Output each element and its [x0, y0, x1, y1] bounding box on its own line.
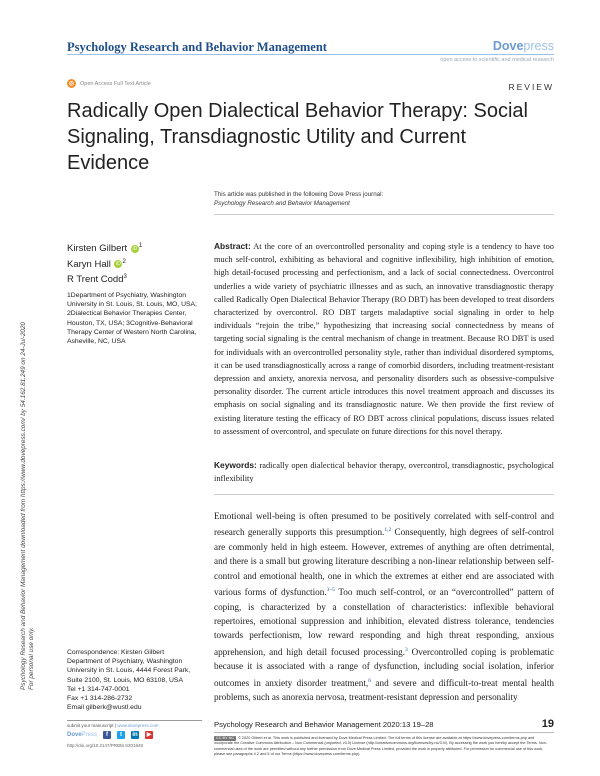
doi-link[interactable]: http://doi.org/10.2147/PRBM.S201848	[67, 743, 144, 748]
submit-link[interactable]: www.dovepress.com	[117, 723, 159, 728]
mini-logo-dove: Dove	[67, 732, 82, 738]
abstract-label: Abstract:	[214, 241, 251, 251]
side-download-note	[20, 130, 35, 690]
footer-left-divider	[67, 720, 202, 721]
submit-label: submit your manuscript	[67, 723, 114, 728]
author-2-sup: 2	[122, 258, 126, 265]
author-3-name: R Trent Codd	[67, 274, 124, 286]
open-access-badge	[67, 79, 151, 88]
body-text-3: Too much self-control, or an “overcontrolled” pattern of coping, is characterized by a constellation of characteristics: inflexible behavioral repertoires, emotional suppression and inhibition, elevated distress tolerance, tendencies towards perfectionism, low reward responding and high threat responding, anxious apprehension, and high detail focused processing.	[214, 587, 555, 657]
abstract-divider	[214, 494, 554, 495]
footer-divider	[214, 732, 554, 733]
citation-ref[interactable]: 6	[368, 677, 371, 684]
facebook-icon[interactable]: f	[103, 731, 111, 739]
mini-logo-press: Press	[81, 732, 98, 738]
correspondence-tel: Tel +1 314-747-0001	[67, 685, 130, 693]
correspondence-fax: Fax +1 314-286-2732	[67, 695, 133, 703]
cc-license-icon[interactable]: CC BY NC	[216, 736, 235, 740]
open-access-label: Open Access Full Text Article	[80, 80, 151, 87]
keywords	[214, 459, 554, 485]
publication-note	[214, 190, 383, 208]
affiliations: 1Department of Psychiatry, Washington University in St. Louis, St. Louis, MO, USA; 2Dialectical Behavior Therapies Center, Houston, TX, USA; 3Cognitive-Behavioral Therapy Center of Western North Carolina, Asheville, NC, USA	[67, 292, 197, 346]
open-access-icon: ◎	[68, 81, 75, 87]
author-2-name: Karyn Hall	[67, 258, 111, 270]
publication-note-line1: This article was published in the following Dove Press journal:	[214, 191, 384, 198]
citation-ref[interactable]: 3	[404, 646, 408, 653]
license-body: © 2020 Gilbert et al. This work is published and licensed by Dove Medical Press Limited. The full terms of this license are available at https://www.dovepress.com/terms.php and incorporate the Creative Commons Attribution – Non Commercial (unported, v3.0) License (http://creativecommons.org/licenses/by-nc/3.0/). By accessing the work you hereby accept the Terms. Non-commercial uses of the work are permitted without any further permission from Dove Medical Press Limited, provided the work is properly attributed. For permission for commercial use of this work, please see paragraphs 4.2 and 5 of our Terms (https://www.dovepress.com/terms.php).	[214, 736, 548, 757]
license-text	[214, 736, 554, 758]
side-note-line1: Psychology Research and Behavior Management downloaded from https://www.dovepress.com/ by 54.162.81.249 on 24-Jul-2020	[20, 321, 27, 690]
submit-separator: |	[113, 723, 118, 728]
side-note-line2: For personal use only.	[28, 627, 35, 690]
correspondence-label: Correspondence: Kirsten Gilbert	[67, 649, 165, 656]
author-2[interactable]	[67, 256, 142, 272]
logo-dove: Dove	[492, 39, 524, 53]
keywords-text: radically open dialectical behavior therapy, overcontrol, transdiagnostic, psychological inflexibility	[214, 461, 554, 484]
body-text-1: Emotional well-being is often presumed to be positively correlated with self-control and research generally supports this presumption.	[214, 511, 554, 538]
publication-divider	[214, 214, 554, 215]
citation-ref[interactable]: 1,2	[384, 527, 392, 534]
logo-press: press	[523, 39, 554, 53]
author-1[interactable]	[67, 240, 142, 256]
twitter-icon[interactable]: t	[117, 731, 125, 739]
author-3[interactable]	[67, 271, 142, 287]
body-text-5: and severe and difficult-to-treat mental health problems, such as anorexia nervosa, treatment-resistant depression and personality	[214, 677, 554, 703]
youtube-icon[interactable]: ▶	[146, 732, 152, 738]
author-1-name: Kirsten Gilbert	[67, 243, 128, 255]
article-type: REVIEW	[508, 82, 554, 92]
dovepress-mini-logo[interactable]	[67, 732, 97, 738]
citation-line: Psychology Research and Behavior Management 2020:13 19–28	[214, 720, 434, 729]
correspondence-dept: Department of Psychiatry, Washington University in St. Louis, 4444 Forest Park, Suite 2100, St. Louis, MO 63108, USA	[67, 658, 191, 684]
logo-tagline: open access to scientific and medical research	[440, 57, 554, 63]
citation-ref[interactable]: 3–5	[326, 587, 335, 594]
correspondence	[67, 648, 207, 712]
social-bar	[67, 731, 153, 739]
orcid-icon[interactable]: iD	[132, 245, 138, 252]
page-number: 19	[541, 718, 554, 730]
keywords-label: Keywords:	[214, 460, 257, 470]
header-divider	[67, 54, 554, 55]
article-title: Radically Open Dialectical Behavior Therapy: Social Signaling, Transdiagnostic Utility and Current Evidence	[67, 100, 528, 174]
author-3-sup: 3	[123, 274, 127, 281]
orcid-icon[interactable]: iD	[116, 261, 121, 268]
author-1-sup: 1	[138, 243, 143, 249]
correspondence-email[interactable]: Email gilberk@wustl.edu	[67, 704, 142, 712]
publication-note-journal[interactable]: Psychology Research and Behavior Management	[214, 200, 350, 207]
dovepress-logo[interactable]	[493, 39, 554, 53]
abstract	[214, 240, 554, 438]
linkedin-icon[interactable]: in	[132, 732, 138, 738]
author-list	[67, 240, 142, 287]
body-paragraph	[214, 509, 554, 705]
journal-name: Psychology Research and Behavior Management	[67, 40, 327, 54]
body-text-4: Overcontrolled coping is problematic because it is associated with a range of dysfunction, including social isolation, inferior outcomes in anxiety disorder treatment,	[214, 646, 554, 688]
submit-manuscript[interactable]	[67, 723, 158, 728]
body-text-2: Consequently, high degrees of self-control are commonly held in high esteem. However, extremes of anything are often detrimental, and there is a small but growing literature describing a non-linear relationship between self-control and emotional health, one in which the extremes at either end are associated with various forms of dysfunction.	[214, 527, 555, 598]
abstract-text: At the core of an overcontrolled personality and coping style is a tendency to have too much self-control, exhibiting as behavioral and cognitive inflexibility, high inhibition of emotion, high detail-focused processing and perfectionism, and a lack of social connectedness. Overcontrol underlies a wide variety of psychiatric illnesses and as such, an innovative transdiagnostic therapy called Radically Open Dialectical Behavior Therapy (RO DBT) has been developed to treat disorders characterized by overcontrol. RO DBT targets maladaptive social signaling in order to help individuals “rejoin the tribe,” hypothesizing that increasing social connectedness by means of targeting social signaling is the central mechanism of change in treatment. Because RO DBT is used for individuals with an overcontrolled personality style, rather than individual disordered symptoms, it can be used transdiagnostically across a range of comorbid disorders, including treatment-resistant depression and anxiety, anorexia nervosa, and personality disorders such as obsessive-compulsive personality disorder. The current article introduces this novel treatment approach and discusses its emphasis on social signaling and its transdiagnostic nature. We then provide the first review of existing literature testing the efficacy of RO DBT across clinical populations, discuss issues related to assessment of overcontrol, and speculate on future directions for this novel therapy.	[214, 242, 554, 436]
